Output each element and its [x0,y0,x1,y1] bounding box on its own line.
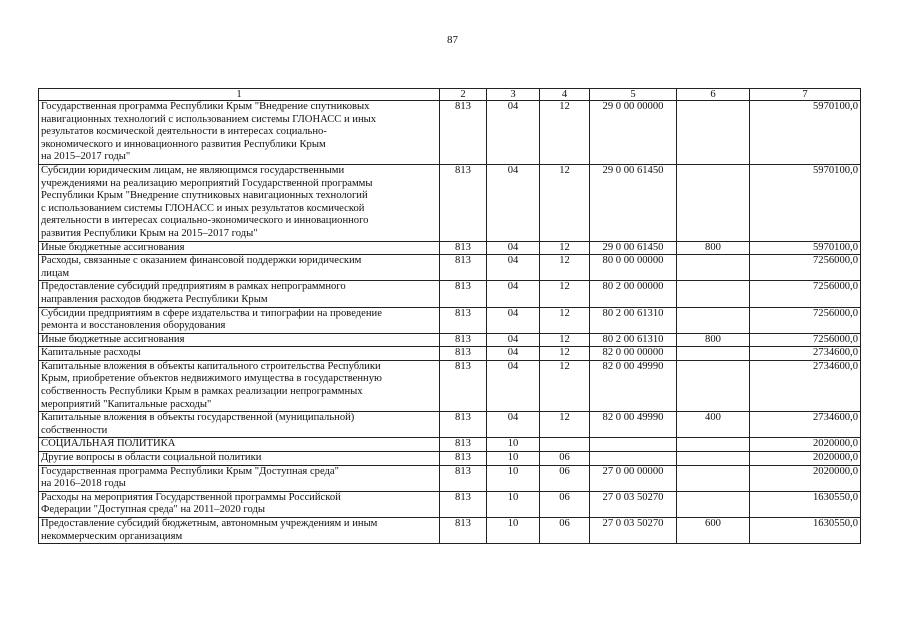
row-subsection-cell: 12 [540,281,590,307]
row-target-code-cell: 29 0 00 61450 [590,164,677,241]
table-row [39,438,861,452]
table-row [39,333,861,347]
row-subsection-cell: 12 [540,333,590,347]
table-row [39,164,861,241]
table-row [39,241,861,255]
row-expense-type-cell [677,360,750,411]
row-section-cell: 04 [487,360,540,411]
row-section-cell: 10 [487,438,540,452]
row-section-cell: 04 [487,281,540,307]
row-amount-cell: 2020000,0 [750,465,861,491]
header-cell-4: 4 [540,89,590,101]
row-name-cell: Расходы, связанные с оказанием финансовой поддержки юридическим лицам [39,255,440,281]
header-cell-1: 1 [39,89,440,101]
row-target-code-cell: 27 0 00 00000 [590,465,677,491]
row-amount-cell: 5970100,0 [750,101,861,165]
row-subsection-cell: 12 [540,255,590,281]
row-amount-cell: 2734600,0 [750,360,861,411]
row-gr-code-cell: 813 [440,255,487,281]
row-section-cell: 10 [487,452,540,466]
row-amount-cell: 2020000,0 [750,438,861,452]
row-expense-type-cell: 800 [677,333,750,347]
row-section-cell: 04 [487,333,540,347]
row-name-cell: Иные бюджетные ассигнования [39,333,440,347]
row-expense-type-cell [677,281,750,307]
row-target-code-cell: 27 0 03 50270 [590,518,677,544]
row-target-code-cell: 80 2 00 61310 [590,333,677,347]
row-amount-cell: 2020000,0 [750,452,861,466]
row-gr-code-cell: 813 [440,412,487,438]
row-subsection-cell: 12 [540,307,590,333]
row-subsection-cell: 12 [540,101,590,165]
table-row [39,255,861,281]
row-target-code-cell: 29 0 00 61450 [590,241,677,255]
row-name-cell: Субсидии предприятиям в сфере издательства и типографии на проведение ремонта и восстановления оборудования [39,307,440,333]
row-subsection-cell: 12 [540,164,590,241]
row-gr-code-cell: 813 [440,164,487,241]
row-name-cell: Предоставление субсидий предприятиям в рамках непрограммного направления расходов бюджета Республики Крым [39,281,440,307]
row-amount-cell: 7256000,0 [750,307,861,333]
row-target-code-cell: 80 2 00 61310 [590,307,677,333]
row-name-cell: Другие вопросы в области социальной политики [39,452,440,466]
table-row [39,281,861,307]
row-expense-type-cell: 400 [677,412,750,438]
row-amount-cell: 2734600,0 [750,412,861,438]
row-amount-cell: 7256000,0 [750,333,861,347]
row-gr-code-cell: 813 [440,241,487,255]
table-row [39,465,861,491]
row-amount-cell: 2734600,0 [750,347,861,361]
table-row [39,360,861,411]
row-subsection-cell: 06 [540,465,590,491]
row-expense-type-cell [677,164,750,241]
row-section-cell: 04 [487,241,540,255]
row-name-cell: Капитальные вложения в объекты капитального строительства Республики Крым, приобретение объектов недвижимого имущества в государственную собственность Республики Крым в рамках реализации непрограммных мероприятий "Капитальные расходы" [39,360,440,411]
row-section-cell: 04 [487,164,540,241]
row-gr-code-cell: 813 [440,101,487,165]
row-expense-type-cell: 600 [677,518,750,544]
table-row [39,518,861,544]
table-row [39,452,861,466]
row-name-cell: Иные бюджетные ассигнования [39,241,440,255]
row-gr-code-cell: 813 [440,281,487,307]
row-target-code-cell: 27 0 03 50270 [590,491,677,517]
table-row [39,307,861,333]
row-subsection-cell: 12 [540,412,590,438]
budget-table [38,88,861,544]
row-subsection-cell: 06 [540,518,590,544]
row-name-cell: Государственная программа Республики Крым "Доступная среда" на 2016–2018 годы [39,465,440,491]
row-gr-code-cell: 813 [440,438,487,452]
row-target-code-cell [590,452,677,466]
row-subsection-cell: 12 [540,241,590,255]
row-expense-type-cell [677,491,750,517]
row-name-cell: Субсидии юридическим лицам, не являющимся государственными учреждениями на реализацию мероприятий Государственной программы Республики Крым "Внедрение спутниковых навигационных технологий с использованием системы ГЛОНАСС и иных результатов космической деятельности в интересах социально-экономического и инновационного развития Республики Крым на 2015–2017 годы" [39,164,440,241]
page-number: 87 [447,34,458,46]
row-gr-code-cell: 813 [440,465,487,491]
row-gr-code-cell: 813 [440,333,487,347]
row-name-cell: Капитальные вложения в объекты государственной (муниципальной) собственности [39,412,440,438]
table-row [39,101,861,165]
row-section-cell: 10 [487,518,540,544]
row-subsection-cell: 12 [540,347,590,361]
row-subsection-cell [540,438,590,452]
row-amount-cell: 1630550,0 [750,491,861,517]
table-row [39,412,861,438]
row-target-code-cell [590,438,677,452]
header-cell-5: 5 [590,89,677,101]
row-name-cell: Предоставление субсидий бюджетным, автономным учреждениям и иным некоммерческим организациям [39,518,440,544]
header-cell-2: 2 [440,89,487,101]
row-expense-type-cell: 800 [677,241,750,255]
row-section-cell: 04 [487,101,540,165]
row-subsection-cell: 06 [540,452,590,466]
row-name-cell: СОЦИАЛЬНАЯ ПОЛИТИКА [39,438,440,452]
table-body [39,101,861,544]
row-gr-code-cell: 813 [440,452,487,466]
row-name-cell: Капитальные расходы [39,347,440,361]
row-amount-cell: 7256000,0 [750,281,861,307]
row-amount-cell: 1630550,0 [750,518,861,544]
row-name-cell: Расходы на мероприятия Государственной программы Российской Федерации "Доступная среда" на 2011–2020 годы [39,491,440,517]
row-gr-code-cell: 813 [440,307,487,333]
row-expense-type-cell [677,101,750,165]
row-section-cell: 04 [487,307,540,333]
row-section-cell: 04 [487,255,540,281]
table-row [39,491,861,517]
table-row [39,347,861,361]
row-gr-code-cell: 813 [440,491,487,517]
row-expense-type-cell [677,347,750,361]
row-target-code-cell: 82 0 00 49990 [590,360,677,411]
row-section-cell: 04 [487,347,540,361]
row-expense-type-cell [677,307,750,333]
row-section-cell: 10 [487,491,540,517]
row-section-cell: 10 [487,465,540,491]
row-amount-cell: 5970100,0 [750,241,861,255]
row-subsection-cell: 12 [540,360,590,411]
row-gr-code-cell: 813 [440,518,487,544]
row-amount-cell: 5970100,0 [750,164,861,241]
row-target-code-cell: 80 2 00 00000 [590,281,677,307]
row-expense-type-cell [677,438,750,452]
row-target-code-cell: 82 0 00 49990 [590,412,677,438]
header-cell-6: 6 [677,89,750,101]
row-amount-cell: 7256000,0 [750,255,861,281]
row-target-code-cell: 29 0 00 00000 [590,101,677,165]
header-cell-7: 7 [750,89,861,101]
row-expense-type-cell [677,255,750,281]
row-section-cell: 04 [487,412,540,438]
row-subsection-cell: 06 [540,491,590,517]
header-cell-3: 3 [487,89,540,101]
row-target-code-cell: 82 0 00 00000 [590,347,677,361]
row-expense-type-cell [677,465,750,491]
header-row [39,89,861,101]
row-gr-code-cell: 813 [440,347,487,361]
row-gr-code-cell: 813 [440,360,487,411]
row-expense-type-cell [677,452,750,466]
row-name-cell: Государственная программа Республики Крым "Внедрение спутниковых навигационных технологий с использованием системы ГЛОНАСС и иных результатов космической деятельности в интересах социально- экономического и инновационного развития Республики Крым на 2015–2017 годы" [39,101,440,165]
row-target-code-cell: 80 0 00 00000 [590,255,677,281]
